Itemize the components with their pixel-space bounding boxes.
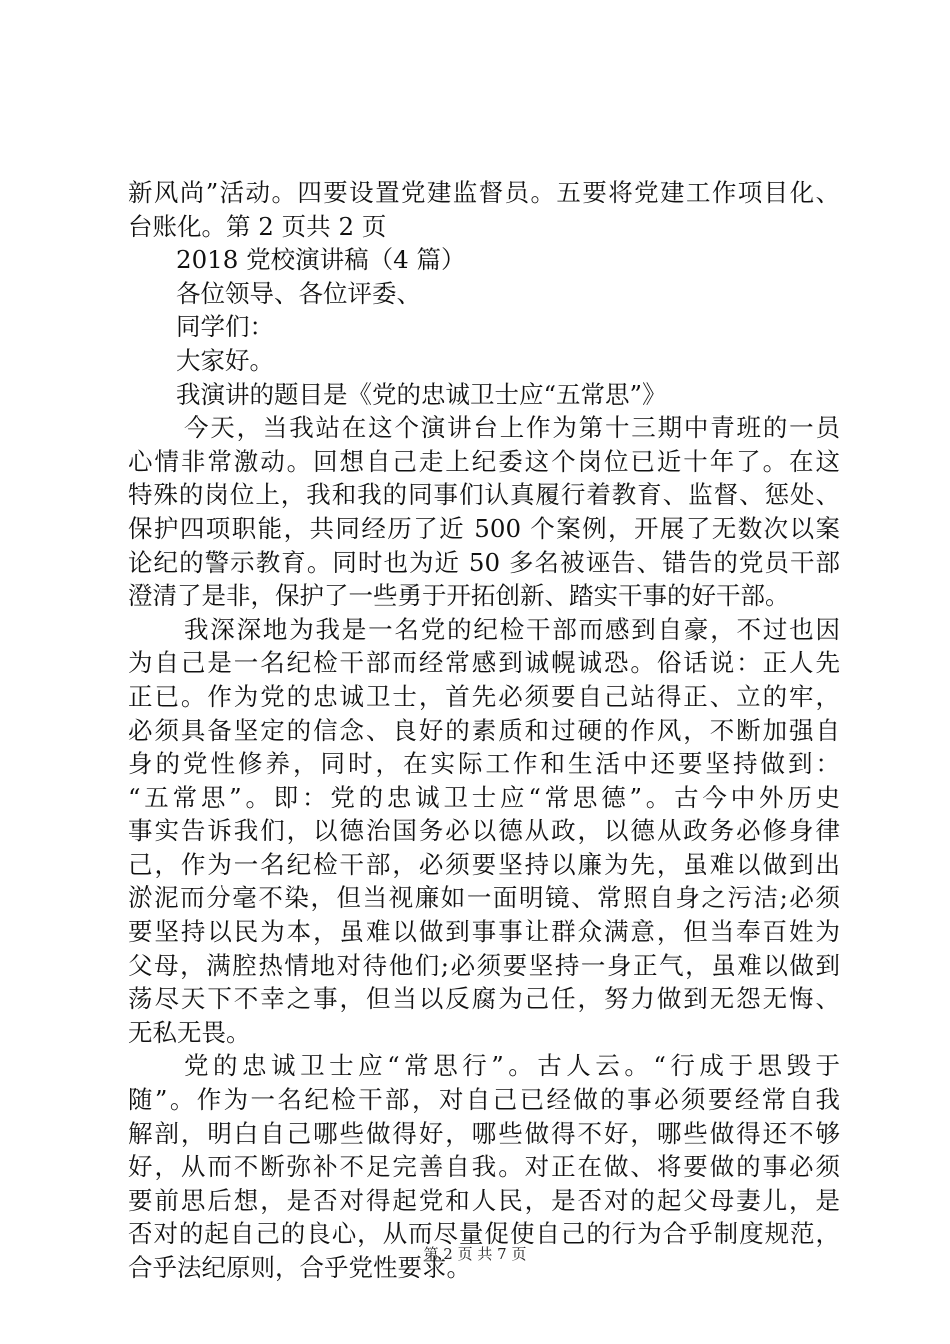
text-line: 党的忠诚卫士应“常思行”。古人云。“行成于思毁于 xyxy=(184,1051,840,1081)
text-line: 我演讲的题目是《党的忠诚卫士应“五常思”》 xyxy=(176,379,667,409)
page-footer: 第 2 页 共 7 页 xyxy=(423,1245,527,1263)
text-line: 同学们： xyxy=(176,312,274,342)
text-line: 保护四项职能，共同经历了近 500 个案例，开展了无数次以案 xyxy=(128,513,840,543)
text-line: 为自己是一名纪检干部而经常感到诚幌诚恐。俗话说：正人先 xyxy=(128,648,840,678)
text-line: 身的党性修养，同时，在实际工作和生活中还要坚持做到： xyxy=(128,749,840,779)
text-line: 各位领导、各位评委、 xyxy=(176,278,421,308)
text-line: 解剖，明白自己哪些做得好，哪些做得不好，哪些做得还不够 xyxy=(128,1118,840,1148)
text-line: 好，从而不断弥补不足完善自我。对正在做、将要做的事必须 xyxy=(128,1152,840,1182)
text-line: 新风尚”活动。四要设置党建监督员。五要将党建工作项目化、 xyxy=(128,178,840,207)
text-line: 今天，当我站在这个演讲台上作为第十三期中青班的一员 xyxy=(184,413,840,443)
text-line: 父母，满腔热情地对待他们;必须要坚持一身正气，虽难以做到 xyxy=(128,950,840,980)
text-line: 正已。作为党的忠诚卫士，首先必须要自己站得正、立的牢， xyxy=(128,681,840,711)
text-line: 澄清了是非，保护了一些勇于开拓创新、踏实干事的好干部。 xyxy=(128,581,790,611)
text-line: 事实告诉我们，以德治国务必以德从政，以德从政务必修身律 xyxy=(128,816,840,846)
text-line: 大家好。 xyxy=(176,345,274,375)
text-line: 论纪的警示教育。同时也为近 50 多名被诬告、错告的党员干部 xyxy=(128,547,840,577)
text-line: 台账化。第 2 页共 2 页 xyxy=(128,211,387,241)
text-line: 否对的起自己的良心，从而尽量促使自己的行为合乎制度规范， xyxy=(128,1219,840,1249)
text-line: 要坚持以民为本，虽难以做到事事让群众满意，但当奉百姓为 xyxy=(128,917,840,947)
text-line: 随”。作为一名纪检干部，对自己已经做的事必须要经常自我 xyxy=(128,1085,840,1115)
text-line: “五常思”。即：党的忠诚卫士应“常思德”。古今中外历史 xyxy=(128,782,840,812)
text-line: 无私无畏。 xyxy=(128,1017,251,1047)
text-line: 我深深地为我是一名党的纪检干部而感到自豪，不过也因 xyxy=(184,614,840,644)
text-line: 己，作为一名纪检干部，必须要坚持以廉为先，虽难以做到出 xyxy=(128,849,840,879)
text-line: 心情非常激动。回想自己走上纪委这个岗位已近十年了。在这 xyxy=(128,446,840,476)
text-line: 必须具备坚定的信念、良好的素质和过硬的作风，不断加强自 xyxy=(128,715,840,745)
text-line: 2018 党校演讲稿（4 篇） xyxy=(176,245,466,275)
document-body xyxy=(128,176,840,1285)
text-line: 特殊的岗位上，我和我的同事们认真履行着教育、监督、惩处、 xyxy=(128,480,840,510)
text-line: 淤泥而分毫不染，但当视廉如一面明镜、常照自身之污洁;必须 xyxy=(128,883,840,913)
text-line: 荡尽天下不幸之事，但当以反腐为己任，努力做到无怨无悔、 xyxy=(128,984,840,1014)
text-line: 要前思后想，是否对得起党和人民，是否对的起父母妻儿，是 xyxy=(128,1185,840,1215)
text-line: 合乎法纪原则，合乎党性要求。 xyxy=(128,1253,471,1282)
